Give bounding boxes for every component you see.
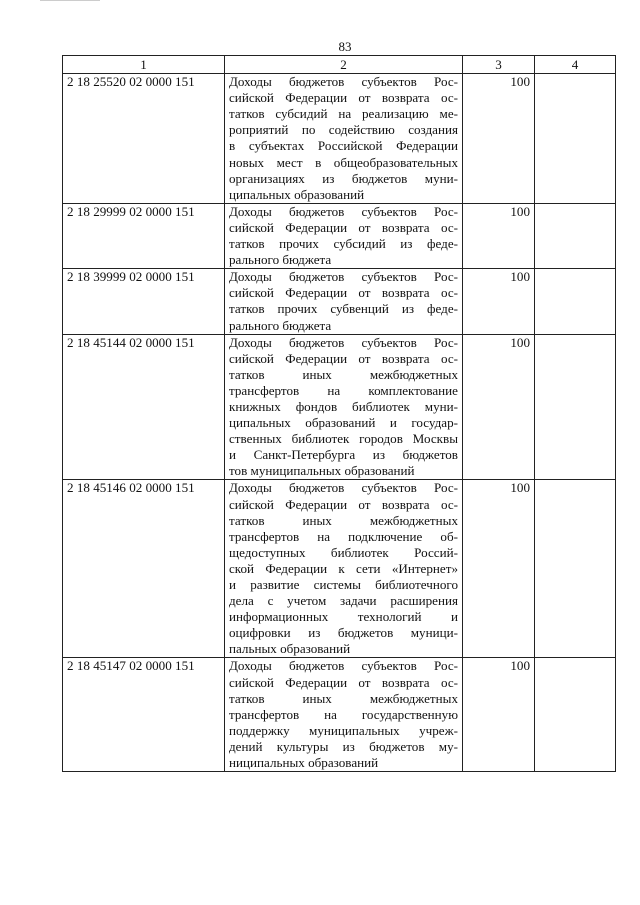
description-cell: [225, 74, 463, 204]
description-cell: [225, 658, 463, 772]
description-line: ственных библиотек городов Москвы: [229, 431, 458, 447]
table-row: [63, 480, 616, 658]
budget-code-cell: 2 18 45144 02 0000 151: [63, 334, 225, 480]
description-line: Доходы бюджетов субъектов Рос-: [229, 203, 458, 219]
description-line: трансфертов на комплектование: [229, 382, 458, 398]
column-header-3: 3: [463, 56, 535, 74]
description-line: татков субсидий на реализацию ме-: [229, 106, 458, 122]
value-cell: 100: [463, 658, 535, 772]
page-number: 83: [338, 39, 352, 54]
description-line: татков иных межбюджетных: [229, 690, 458, 706]
column-4-cell: [535, 203, 616, 268]
description-line: Доходы бюджетов субъектов Рос-: [229, 658, 458, 674]
description-line: роприятий по содействию создания: [229, 122, 458, 138]
description-line: рального бюджета: [229, 252, 332, 268]
description-line: информационных технологий и: [229, 609, 458, 625]
description-line: сийской Федерации от возврата ос-: [229, 674, 458, 690]
budget-code-cell: 2 18 45146 02 0000 151: [63, 480, 225, 658]
table-row: [63, 658, 616, 772]
table-header-row: [63, 56, 616, 74]
description-line: дений культуры из бюджетов му-: [229, 738, 458, 754]
column-4-cell: [535, 269, 616, 334]
description-line: сийской Федерации от возврата ос-: [229, 285, 458, 301]
description-line: Доходы бюджетов субъектов Рос-: [229, 74, 458, 90]
description-line: ской Федерации к сети «Интернет»: [229, 560, 458, 576]
value-cell: 100: [463, 203, 535, 268]
column-4-cell: [535, 658, 616, 772]
column-header-2: 2: [225, 56, 463, 74]
value-cell: 100: [463, 334, 535, 480]
description-line: и Санкт-Петербурга из бюджетов: [229, 447, 458, 463]
description-line: татков прочих субсидий из феде-: [229, 236, 458, 252]
value-cell: 100: [463, 269, 535, 334]
description-line: татков иных межбюджетных: [229, 366, 458, 382]
description-line: трансфертов на государственную: [229, 706, 458, 722]
description-line: книжных фондов библиотек муни-: [229, 398, 458, 414]
description-line: ципальных образований и государ-: [229, 415, 458, 431]
description-line: трансфертов на подключение об-: [229, 528, 458, 544]
budget-code-cell: 2 18 29999 02 0000 151: [63, 203, 225, 268]
description-line: Доходы бюджетов субъектов Рос-: [229, 269, 458, 285]
table-row: [63, 74, 616, 204]
description-line: сийской Федерации от возврата ос-: [229, 90, 458, 106]
description-cell: [225, 203, 463, 268]
description-line: пальных образований: [229, 641, 351, 657]
budget-code-cell: 2 18 45147 02 0000 151: [63, 658, 225, 772]
table-row: [63, 334, 616, 480]
column-4-cell: [535, 334, 616, 480]
description-cell: [225, 480, 463, 658]
table-row: [63, 269, 616, 334]
description-line: оцифровки из бюджетов муници-: [229, 625, 458, 641]
column-header-1: 1: [63, 56, 225, 74]
description-line: дела с учетом задачи расширения: [229, 593, 458, 609]
description-line: и развитие системы библиотечного: [229, 577, 458, 592]
description-line: сийской Федерации от возврата ос-: [229, 350, 458, 366]
column-4-cell: [535, 480, 616, 658]
value-cell: 100: [463, 480, 535, 658]
description-cell: [225, 334, 463, 480]
description-line: новых мест в общеобразовательных: [229, 154, 458, 170]
column-header-4: 4: [535, 56, 616, 74]
description-line: щедоступных библиотек Россий-: [229, 544, 458, 560]
description-line: ниципальных образований: [229, 755, 379, 771]
description-line: организациях из бюджетов муни-: [229, 170, 458, 186]
description-line: ципальных образований: [229, 186, 365, 202]
table-row: [63, 203, 616, 268]
description-line: сийской Федерации от возврата ос-: [229, 219, 458, 235]
revenue-table: [62, 55, 616, 772]
description-line: сийской Федерации от возврата ос-: [229, 496, 458, 512]
description-line: в субъектах Российской Федерации: [229, 138, 458, 154]
description-line: Доходы бюджетов субъектов Рос-: [229, 334, 458, 350]
description-line: татков прочих субвенций из феде-: [229, 301, 458, 317]
value-cell: 100: [463, 74, 535, 204]
budget-code-cell: 2 18 25520 02 0000 151: [63, 74, 225, 204]
description-cell: [225, 269, 463, 334]
scan-artifact-line: [40, 0, 100, 1]
description-line: Доходы бюджетов субъектов Рос-: [229, 480, 458, 496]
column-4-cell: [535, 74, 616, 204]
table-body: [63, 74, 616, 772]
description-line: поддержку муниципальных учреж-: [229, 722, 458, 738]
description-line: рального бюджета: [229, 317, 332, 333]
budget-code-cell: 2 18 39999 02 0000 151: [63, 269, 225, 334]
description-line: тов муниципальных образований: [229, 463, 415, 479]
description-line: татков иных межбюджетных: [229, 512, 458, 528]
